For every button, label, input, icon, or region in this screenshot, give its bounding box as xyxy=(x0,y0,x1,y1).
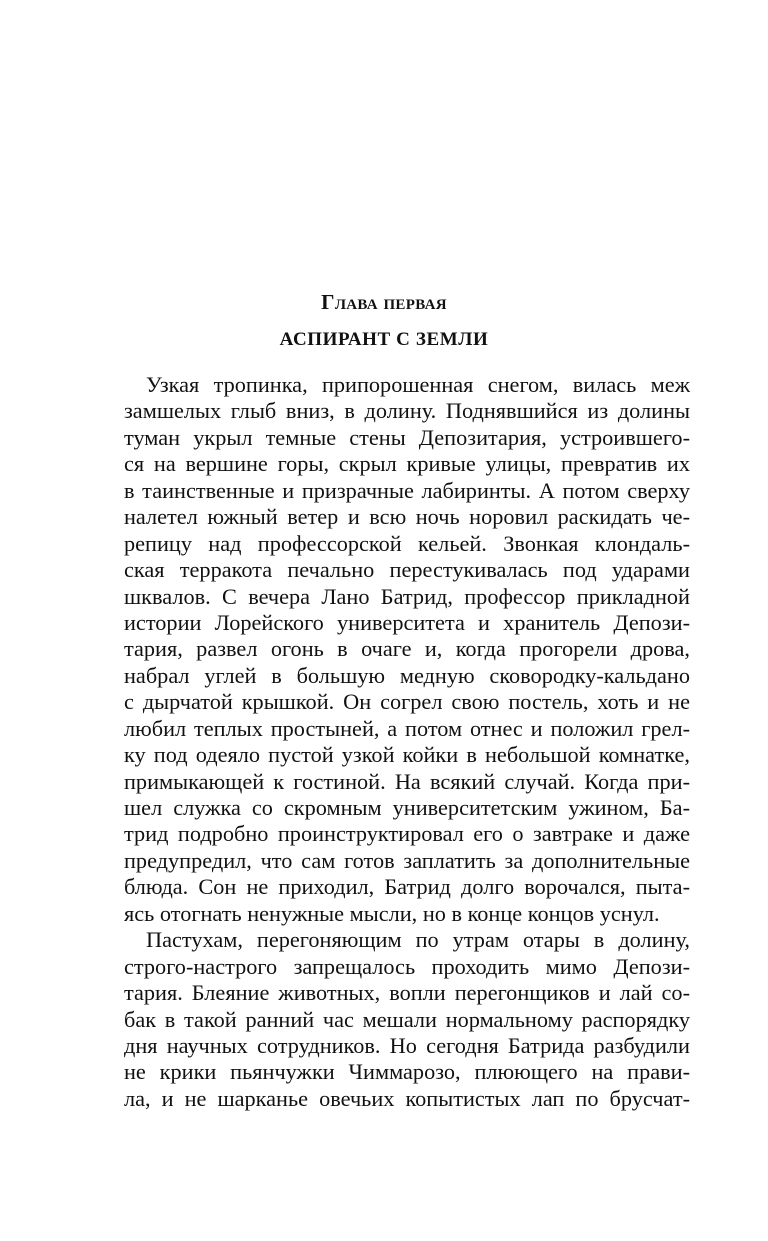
text-line: туман укрыл темные стены Депозитария, устроившего- xyxy=(124,424,690,450)
text-line: предупредил, что сам готов заплатить за дополнительные xyxy=(124,847,690,873)
text-line: налетел южный ветер и всю ночь норовил раскидать че- xyxy=(124,504,690,530)
text-line: ся на вершине горы, скрыл кривые улицы, превратив их xyxy=(124,451,690,477)
text-line: блюда. Сон не приходил, Батрид долго ворочался, пыта- xyxy=(124,874,690,900)
text-line: любил теплых простыней, а потом отнес и положил грел- xyxy=(124,715,690,741)
chapter-title: АСПИРАНТ С ЗЕМЛИ xyxy=(279,329,489,350)
chapter-label xyxy=(0,289,768,315)
text-line: ская терракота печально перестукивалась под ударами xyxy=(124,557,690,583)
text-line: в таинственные и призрачные лабиринты. А потом сверху xyxy=(124,477,690,503)
text-line: истории Лорейского университета и хранитель Депози- xyxy=(124,609,690,635)
text-line: с дырчатой крышкой. Он согрел свою постель, хоть и не xyxy=(124,689,690,715)
text-line: бак в такой ранний час мешали нормальному распорядку xyxy=(124,1006,690,1032)
text-line: Пастухам, перегоняющим по утрам отары в долину, xyxy=(146,927,690,953)
text-line: трид подробно проинструктировал его о завтраке и даже xyxy=(124,821,690,847)
body-text xyxy=(124,372,690,1112)
text-line: Узкая тропинка, припорошенная снегом, вилась меж xyxy=(146,372,690,397)
text-line: не крики пьянчужки Чиммарозо, плюющего на прави- xyxy=(124,1059,690,1085)
paragraph xyxy=(124,927,690,1112)
text-line: примыкающей к гостиной. На всякий случай. Когда при- xyxy=(124,768,690,794)
text-line: ку под одеяло пустой узкой койки в небольшой комнатке, xyxy=(124,742,690,768)
text-line: репицу над профессорской кельей. Звонкая клондаль- xyxy=(124,530,690,556)
text-line: ясь отогнать ненужные мысли, но в конце концов уснул. xyxy=(124,900,660,926)
text-line: строго-настрого запрещалось проходить мимо Депози- xyxy=(124,953,690,979)
text-line: дня научных сотрудников. Но сегодня Батрида разбудили xyxy=(124,1032,690,1058)
text-line: тария, развел огонь в очаге и, когда прогорели дрова, xyxy=(124,636,690,662)
text-line: тария. Блеяние животных, вопли перегонщиков и лай со- xyxy=(124,980,690,1006)
paragraph xyxy=(124,372,690,927)
text-line: ла, и не шарканье овечьих копытистых лап по брусчат- xyxy=(124,1085,690,1111)
text-line: шквалов. С вечера Лано Батрид, профессор прикладной xyxy=(124,583,690,609)
text-line: замшелых глыб вниз, в долину. Поднявшийся из долины xyxy=(124,398,690,424)
text-line: набрал углей в большую медную сковородку-кальдано xyxy=(124,662,690,688)
chapter-label-text: Глава первая xyxy=(321,290,447,314)
text-line: шел служка со скромным университетским ужином, Ба- xyxy=(124,795,690,820)
